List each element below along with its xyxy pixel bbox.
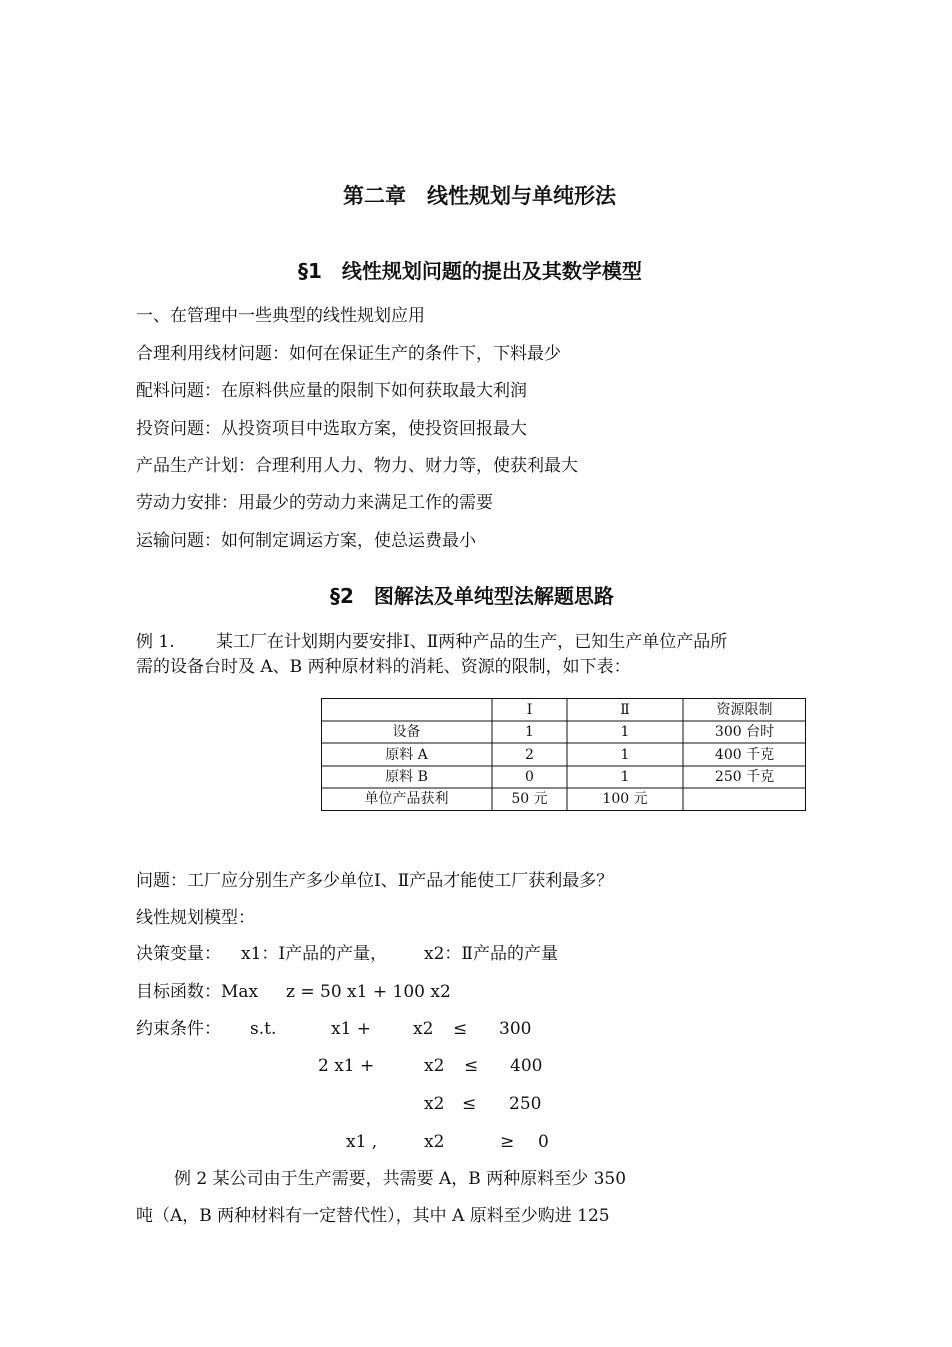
constraint-1-operator: ≤ xyxy=(453,1019,468,1039)
chapter-title: 第二章 线性规划与单纯形法 xyxy=(343,184,616,208)
table-header-cell: 资源限制 xyxy=(716,702,773,718)
table-row-label: 设备 xyxy=(392,724,421,740)
resource-table xyxy=(321,698,806,811)
example-2-text: 例 2 某公司由于生产需要，共需要 A，B 两种原料至少 350 xyxy=(174,1169,627,1189)
section-1-title: §1 线性规划问题的提出及其数学模型 xyxy=(298,259,642,283)
table-header-cell: Ⅰ xyxy=(526,702,533,718)
table-row-label: 原料 B xyxy=(385,769,428,785)
question-text: 问题：工厂应分别生产多少单位Ⅰ、Ⅱ产品才能使工厂获利最多？ xyxy=(136,871,614,891)
subject-to: s.t. xyxy=(250,1019,277,1039)
application-item: 配料问题：在原料供应量的限制下如何获取最大利润 xyxy=(136,381,527,401)
application-item: 产品生产计划：合理利用人力、物力、财力等，使获利最大 xyxy=(136,456,578,476)
application-item: 合理利用线材问题：如何在保证生产的条件下，下料最少 xyxy=(136,344,561,364)
table-cell: 100 元 xyxy=(602,791,648,807)
application-item: 运输问题：如何制定调运方案，使总运费最小 xyxy=(136,531,476,551)
example-2-text: 吨（A，B 两种材料有一定替代性），其中 A 原料至少购进 125 xyxy=(136,1206,610,1226)
constraint-4-rhs: 0 xyxy=(538,1132,549,1152)
table-cell: 0 xyxy=(525,769,534,785)
intro-heading: 一、在管理中一些典型的线性规划应用 xyxy=(136,306,425,326)
constraint-4-lhs: x1 , xyxy=(346,1132,378,1152)
constraint-3-x2: x2 xyxy=(424,1094,445,1114)
decision-x2: x2：Ⅱ产品的产量 xyxy=(424,944,558,964)
constraint-4-operator: ≥ xyxy=(500,1132,515,1152)
constraint-2-lhs: 2 x1 + xyxy=(318,1056,375,1076)
decision-label: 决策变量： xyxy=(136,944,221,964)
section-2-title: §2 图解法及单纯型法解题思路 xyxy=(330,584,614,608)
table-cell: 400 千克 xyxy=(714,747,775,763)
table-cell: 1 xyxy=(525,724,534,740)
constraint-1-rhs: 300 xyxy=(499,1019,532,1039)
table-cell: 1 xyxy=(620,724,630,740)
table-cell: 1 xyxy=(620,769,630,785)
constraint-1-x2: x2 xyxy=(413,1019,434,1039)
example-1-text: 某工厂在计划期内要安排Ⅰ、Ⅱ两种产品的生产，已知生产单位产品所 xyxy=(216,632,728,652)
application-item: 劳动力安排：用最少的劳动力来满足工作的需要 xyxy=(136,493,493,513)
constraint-4-x2: x2 xyxy=(424,1132,445,1152)
constraint-1-lhs: x1 + xyxy=(331,1019,372,1039)
table-cell: 300 台时 xyxy=(714,724,775,740)
table-row-label: 单位产品获利 xyxy=(364,791,449,807)
constraint-3-operator: ≤ xyxy=(462,1094,477,1114)
constraint-2-rhs: 400 xyxy=(510,1056,543,1076)
table-cell: 2 xyxy=(525,747,534,763)
constraint-2-x2: x2 xyxy=(424,1056,445,1076)
objective-label: 目标函数：Max xyxy=(136,982,259,1002)
constraint-3-rhs: 250 xyxy=(509,1094,542,1114)
constraint-2-operator: ≤ xyxy=(464,1056,479,1076)
model-label: 线性规划模型： xyxy=(136,908,255,928)
table-cell: 1 xyxy=(620,747,630,763)
table-cell: 250 千克 xyxy=(714,769,775,785)
application-item: 投资问题：从投资项目中选取方案，使投资回报最大 xyxy=(136,419,527,439)
table-cell: 50 元 xyxy=(511,791,548,807)
example-1-label: 例 1. xyxy=(136,632,175,652)
table-row-label: 原料 A xyxy=(385,747,428,763)
table-header-cell: Ⅱ xyxy=(620,702,630,718)
decision-x1: x1：Ⅰ产品的产量， xyxy=(241,944,388,964)
constraints-label: 约束条件： xyxy=(136,1019,221,1039)
objective-expression: z = 50 x1 + 100 x2 xyxy=(286,982,451,1002)
example-1-text: 需的设备台时及 A、B 两种原材料的消耗、资源的限制，如下表： xyxy=(136,657,631,677)
